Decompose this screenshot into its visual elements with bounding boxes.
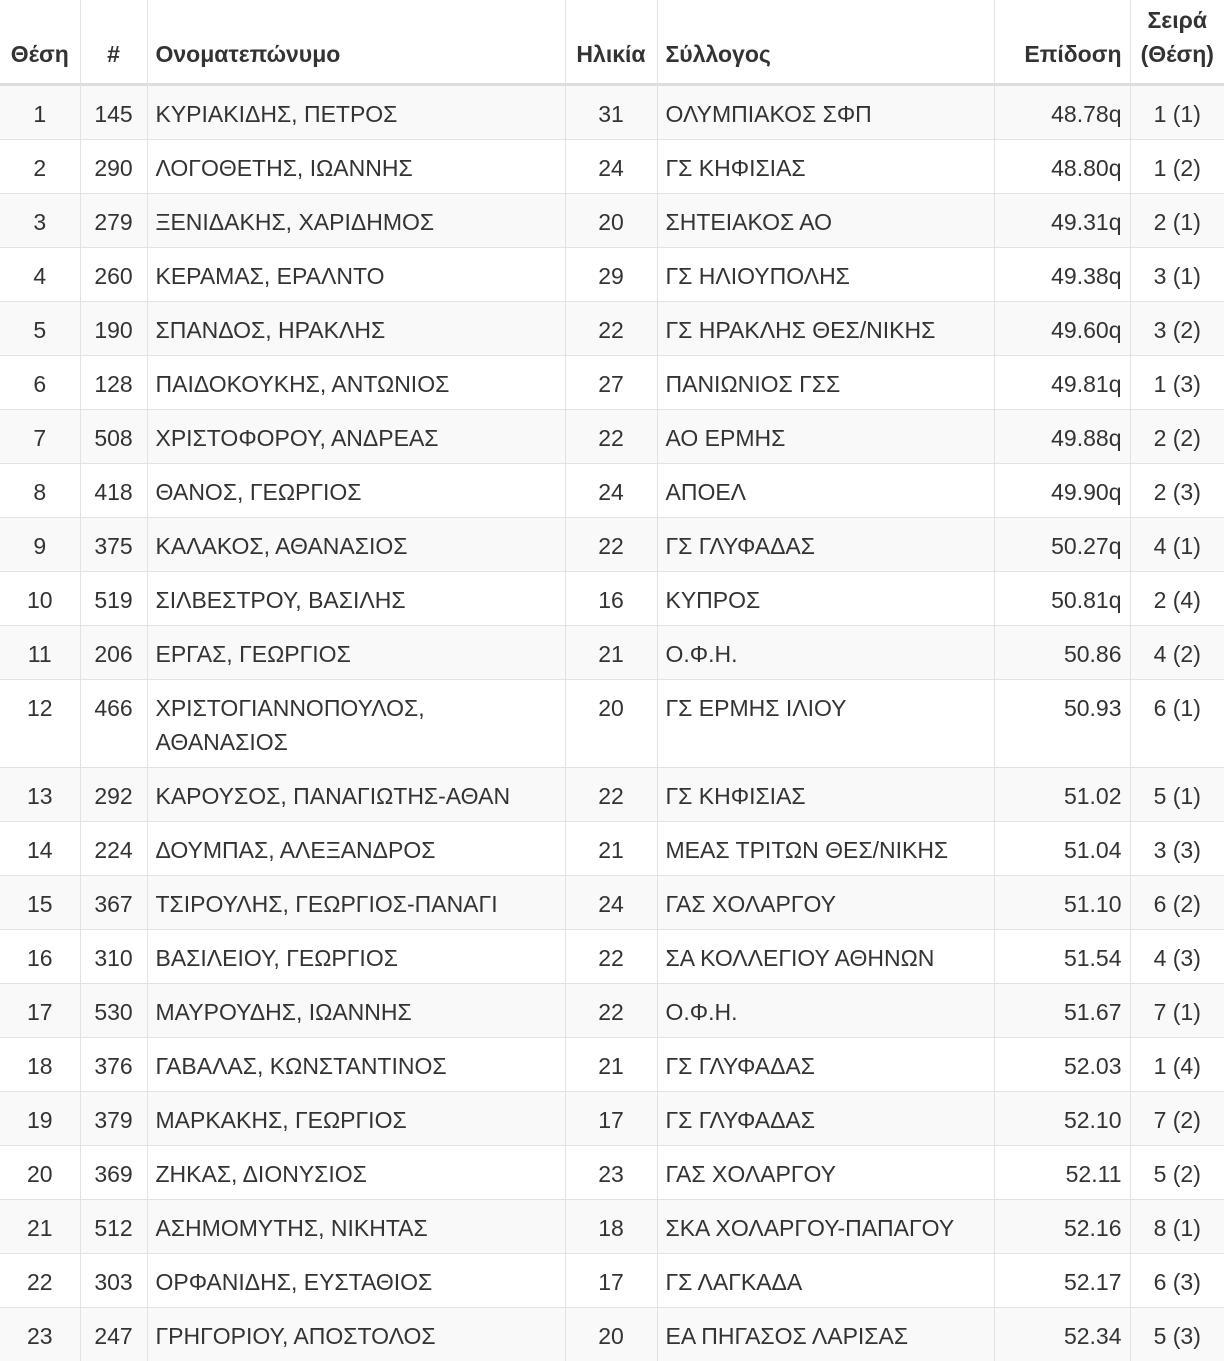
table-row: [0, 355, 1224, 409]
cell-bib: 508: [80, 409, 147, 463]
cell-heat: 2 (3): [1130, 463, 1224, 517]
cell-age: 17: [565, 1253, 657, 1307]
cell-age: 21: [565, 625, 657, 679]
cell-mark: 52.16: [994, 1199, 1130, 1253]
cell-mark: 52.34: [994, 1307, 1130, 1361]
cell-club: ΓΣ ΗΛΙΟΥΠΟΛΗΣ: [657, 247, 994, 301]
cell-mark: 49.31q: [994, 193, 1130, 247]
cell-name: ΤΣΙΡΟΥΛΗΣ, ΓΕΩΡΓΙΟΣ-ΠΑΝΑΓΙ: [147, 875, 565, 929]
cell-bib: 206: [80, 625, 147, 679]
cell-name: ΔΟΥΜΠΑΣ, ΑΛΕΞΑΝΔΡΟΣ: [147, 821, 565, 875]
cell-heat: 5 (2): [1130, 1145, 1224, 1199]
cell-position: 14: [0, 821, 80, 875]
table-row: [0, 625, 1224, 679]
cell-mark: 50.27q: [994, 517, 1130, 571]
header-position[interactable]: Θέση: [0, 0, 80, 84]
cell-club: ΜΕΑΣ ΤΡΙΤΩΝ ΘΕΣ/ΝΙΚΗΣ: [657, 821, 994, 875]
cell-name: ΚΑΡΟΥΣΟΣ, ΠΑΝΑΓΙΩΤΗΣ-ΑΘΑΝ: [147, 767, 565, 821]
cell-name: ΛΟΓΟΘΕΤΗΣ, ΙΩΑΝΝΗΣ: [147, 139, 565, 193]
table-row: [0, 875, 1224, 929]
cell-club: ΟΛΥΜΠΙΑΚΟΣ ΣΦΠ: [657, 84, 994, 139]
table-row: [0, 1037, 1224, 1091]
cell-heat: 4 (3): [1130, 929, 1224, 983]
cell-club: ΑΠΟΕΛ: [657, 463, 994, 517]
table-row: [0, 679, 1224, 767]
cell-age: 18: [565, 1199, 657, 1253]
cell-bib: 369: [80, 1145, 147, 1199]
cell-club: ΓΣ ΚΗΦΙΣΙΑΣ: [657, 139, 994, 193]
cell-position: 23: [0, 1307, 80, 1361]
cell-heat: 6 (2): [1130, 875, 1224, 929]
cell-bib: 190: [80, 301, 147, 355]
cell-heat: 6 (1): [1130, 679, 1224, 767]
cell-age: 20: [565, 1307, 657, 1361]
cell-name: ΕΡΓΑΣ, ΓΕΩΡΓΙΟΣ: [147, 625, 565, 679]
table-row: [0, 1253, 1224, 1307]
cell-age: 22: [565, 767, 657, 821]
cell-age: 22: [565, 517, 657, 571]
cell-heat: 1 (4): [1130, 1037, 1224, 1091]
cell-mark: 50.81q: [994, 571, 1130, 625]
cell-position: 2: [0, 139, 80, 193]
cell-name: ΓΡΗΓΟΡΙΟΥ, ΑΠΟΣΤΟΛΟΣ: [147, 1307, 565, 1361]
header-row: [0, 0, 1224, 84]
cell-bib: 145: [80, 84, 147, 139]
cell-bib: 376: [80, 1037, 147, 1091]
cell-mark: 52.17: [994, 1253, 1130, 1307]
cell-position: 6: [0, 355, 80, 409]
cell-position: 22: [0, 1253, 80, 1307]
header-age[interactable]: Ηλικία: [565, 0, 657, 84]
table-row: [0, 767, 1224, 821]
cell-name: ΠΑΙΔΟΚΟΥΚΗΣ, ΑΝΤΩΝΙΟΣ: [147, 355, 565, 409]
cell-heat: 4 (1): [1130, 517, 1224, 571]
cell-mark: 49.60q: [994, 301, 1130, 355]
cell-club: ΣΚΑ ΧΟΛΑΡΓΟΥ-ΠΑΠΑΓΟΥ: [657, 1199, 994, 1253]
cell-age: 24: [565, 463, 657, 517]
cell-club: ΠΑΝΙΩΝΙΟΣ ΓΣΣ: [657, 355, 994, 409]
cell-mark: 51.54: [994, 929, 1130, 983]
cell-position: 3: [0, 193, 80, 247]
results-table-header: [0, 0, 1224, 84]
cell-name: ΣΠΑΝΔΟΣ, ΗΡΑΚΛΗΣ: [147, 301, 565, 355]
cell-bib: 367: [80, 875, 147, 929]
cell-bib: 375: [80, 517, 147, 571]
cell-bib: 260: [80, 247, 147, 301]
cell-position: 4: [0, 247, 80, 301]
cell-club: ΓΣ ΕΡΜΗΣ ΙΛΙΟΥ: [657, 679, 994, 767]
cell-club: ΓΑΣ ΧΟΛΑΡΓΟΥ: [657, 1145, 994, 1199]
table-row: [0, 463, 1224, 517]
cell-name: ΜΑΡΚΑΚΗΣ, ΓΕΩΡΓΙΟΣ: [147, 1091, 565, 1145]
cell-bib: 519: [80, 571, 147, 625]
cell-mark: 49.81q: [994, 355, 1130, 409]
cell-heat: 2 (1): [1130, 193, 1224, 247]
cell-mark: 52.11: [994, 1145, 1130, 1199]
table-row: [0, 983, 1224, 1037]
cell-age: 27: [565, 355, 657, 409]
cell-heat: 7 (2): [1130, 1091, 1224, 1145]
cell-name: ΘΑΝΟΣ, ΓΕΩΡΓΙΟΣ: [147, 463, 565, 517]
cell-mark: 48.80q: [994, 139, 1130, 193]
cell-heat: 2 (4): [1130, 571, 1224, 625]
cell-club: Ο.Φ.Η.: [657, 625, 994, 679]
cell-mark: 51.10: [994, 875, 1130, 929]
cell-heat: 3 (3): [1130, 821, 1224, 875]
cell-heat: 5 (1): [1130, 767, 1224, 821]
cell-position: 8: [0, 463, 80, 517]
cell-heat: 2 (2): [1130, 409, 1224, 463]
cell-age: 17: [565, 1091, 657, 1145]
cell-position: 19: [0, 1091, 80, 1145]
cell-age: 22: [565, 929, 657, 983]
header-heat-line1: Σειρά: [1147, 6, 1207, 33]
cell-name: ΑΣΗΜΟΜΥΤΗΣ, ΝΙΚΗΤΑΣ: [147, 1199, 565, 1253]
cell-club: ΓΣ ΓΛΥΦΑΔΑΣ: [657, 1091, 994, 1145]
cell-bib: 290: [80, 139, 147, 193]
table-row: [0, 409, 1224, 463]
cell-name: ΟΡΦΑΝΙΔΗΣ, ΕΥΣΤΑΘΙΟΣ: [147, 1253, 565, 1307]
cell-name: ΚΕΡΑΜΑΣ, ΕΡΑΛΝΤΟ: [147, 247, 565, 301]
cell-heat: 5 (3): [1130, 1307, 1224, 1361]
cell-age: 22: [565, 409, 657, 463]
cell-name: ΧΡΙΣΤΟΓΙΑΝΝΟΠΟΥΛΟΣ, ΑΘΑΝΑΣΙΟΣ: [147, 679, 565, 767]
table-row: [0, 1091, 1224, 1145]
cell-club: ΓΣ ΓΛΥΦΑΔΑΣ: [657, 517, 994, 571]
cell-club: ΓΣ ΗΡΑΚΛΗΣ ΘΕΣ/ΝΙΚΗΣ: [657, 301, 994, 355]
cell-club: Ο.Φ.Η.: [657, 983, 994, 1037]
cell-mark: 52.03: [994, 1037, 1130, 1091]
cell-name: ΜΑΥΡΟΥΔΗΣ, ΙΩΑΝΝΗΣ: [147, 983, 565, 1037]
cell-mark: 49.90q: [994, 463, 1130, 517]
cell-mark: 48.78q: [994, 84, 1130, 139]
cell-age: 16: [565, 571, 657, 625]
cell-mark: 51.02: [994, 767, 1130, 821]
cell-mark: 49.88q: [994, 409, 1130, 463]
cell-name: ΒΑΣΙΛΕΙΟΥ, ΓΕΩΡΓΙΟΣ: [147, 929, 565, 983]
cell-heat: 8 (1): [1130, 1199, 1224, 1253]
cell-position: 12: [0, 679, 80, 767]
cell-heat: 1 (2): [1130, 139, 1224, 193]
cell-bib: 128: [80, 355, 147, 409]
table-row: [0, 193, 1224, 247]
cell-mark: 51.67: [994, 983, 1130, 1037]
cell-position: 15: [0, 875, 80, 929]
cell-age: 24: [565, 139, 657, 193]
cell-name: ΓΑΒΑΛΑΣ, ΚΩΝΣΤΑΝΤΙΝΟΣ: [147, 1037, 565, 1091]
cell-heat: 1 (1): [1130, 84, 1224, 139]
cell-club: ΓΣ ΛΑΓΚΑΔΑ: [657, 1253, 994, 1307]
cell-heat: 7 (1): [1130, 983, 1224, 1037]
table-row: [0, 929, 1224, 983]
cell-bib: 310: [80, 929, 147, 983]
table-row: [0, 517, 1224, 571]
header-heat[interactable]: [1130, 0, 1224, 84]
cell-club: ΣΗΤΕΙΑΚΟΣ ΑΟ: [657, 193, 994, 247]
table-row: [0, 247, 1224, 301]
table-row: [0, 571, 1224, 625]
cell-age: 29: [565, 247, 657, 301]
cell-mark: 51.04: [994, 821, 1130, 875]
cell-club: ΣΑ ΚΟΛΛΕΓΙΟΥ ΑΘΗΝΩΝ: [657, 929, 994, 983]
cell-club: ΓΑΣ ΧΟΛΑΡΓΟΥ: [657, 875, 994, 929]
cell-name: ΞΕΝΙΔΑΚΗΣ, ΧΑΡΙΔΗΜΟΣ: [147, 193, 565, 247]
table-row: [0, 1145, 1224, 1199]
cell-heat: 6 (3): [1130, 1253, 1224, 1307]
cell-age: 23: [565, 1145, 657, 1199]
cell-age: 21: [565, 1037, 657, 1091]
cell-position: 10: [0, 571, 80, 625]
cell-age: 21: [565, 821, 657, 875]
cell-age: 24: [565, 875, 657, 929]
table-row: [0, 1307, 1224, 1361]
cell-mark: 52.10: [994, 1091, 1130, 1145]
cell-bib: 512: [80, 1199, 147, 1253]
cell-name: ΖΗΚΑΣ, ΔΙΟΝΥΣΙΟΣ: [147, 1145, 565, 1199]
cell-mark: 50.86: [994, 625, 1130, 679]
results-table-body: [0, 84, 1224, 1361]
header-club[interactable]: Σύλλογος: [657, 0, 994, 84]
header-heat-line2: (Θέση): [1140, 40, 1214, 67]
table-row: [0, 1199, 1224, 1253]
cell-heat: 3 (2): [1130, 301, 1224, 355]
table-row: [0, 821, 1224, 875]
cell-name: ΣΙΛΒΕΣΤΡΟΥ, ΒΑΣΙΛΗΣ: [147, 571, 565, 625]
cell-bib: 303: [80, 1253, 147, 1307]
table-row: [0, 139, 1224, 193]
table-row: [0, 84, 1224, 139]
cell-position: 18: [0, 1037, 80, 1091]
header-name[interactable]: Ονοματεπώνυμο: [147, 0, 565, 84]
cell-position: 20: [0, 1145, 80, 1199]
cell-age: 20: [565, 679, 657, 767]
cell-club: ΚΥΠΡΟΣ: [657, 571, 994, 625]
cell-position: 13: [0, 767, 80, 821]
cell-bib: 379: [80, 1091, 147, 1145]
cell-position: 17: [0, 983, 80, 1037]
cell-position: 7: [0, 409, 80, 463]
header-bib[interactable]: #: [80, 0, 147, 84]
cell-position: 11: [0, 625, 80, 679]
cell-bib: 466: [80, 679, 147, 767]
cell-age: 22: [565, 301, 657, 355]
cell-club: ΕΑ ΠΗΓΑΣΟΣ ΛΑΡΙΣΑΣ: [657, 1307, 994, 1361]
cell-position: 21: [0, 1199, 80, 1253]
cell-mark: 50.93: [994, 679, 1130, 767]
cell-age: 22: [565, 983, 657, 1037]
cell-name: ΧΡΙΣΤΟΦΟΡΟΥ, ΑΝΔΡΕΑΣ: [147, 409, 565, 463]
cell-club: ΓΣ ΓΛΥΦΑΔΑΣ: [657, 1037, 994, 1091]
cell-bib: 530: [80, 983, 147, 1037]
cell-bib: 292: [80, 767, 147, 821]
cell-position: 9: [0, 517, 80, 571]
cell-bib: 247: [80, 1307, 147, 1361]
header-mark[interactable]: Επίδοση: [994, 0, 1130, 84]
cell-position: 16: [0, 929, 80, 983]
table-row: [0, 301, 1224, 355]
cell-mark: 49.38q: [994, 247, 1130, 301]
cell-heat: 1 (3): [1130, 355, 1224, 409]
cell-bib: 279: [80, 193, 147, 247]
cell-heat: 4 (2): [1130, 625, 1224, 679]
cell-position: 5: [0, 301, 80, 355]
cell-club: ΑΟ ΕΡΜΗΣ: [657, 409, 994, 463]
cell-club: ΓΣ ΚΗΦΙΣΙΑΣ: [657, 767, 994, 821]
cell-heat: 3 (1): [1130, 247, 1224, 301]
cell-name: ΚΑΛΑΚΟΣ, ΑΘΑΝΑΣΙΟΣ: [147, 517, 565, 571]
cell-bib: 418: [80, 463, 147, 517]
cell-age: 31: [565, 84, 657, 139]
cell-age: 20: [565, 193, 657, 247]
cell-name: ΚΥΡΙΑΚΙΔΗΣ, ΠΕΤΡΟΣ: [147, 84, 565, 139]
cell-bib: 224: [80, 821, 147, 875]
cell-position: 1: [0, 84, 80, 139]
